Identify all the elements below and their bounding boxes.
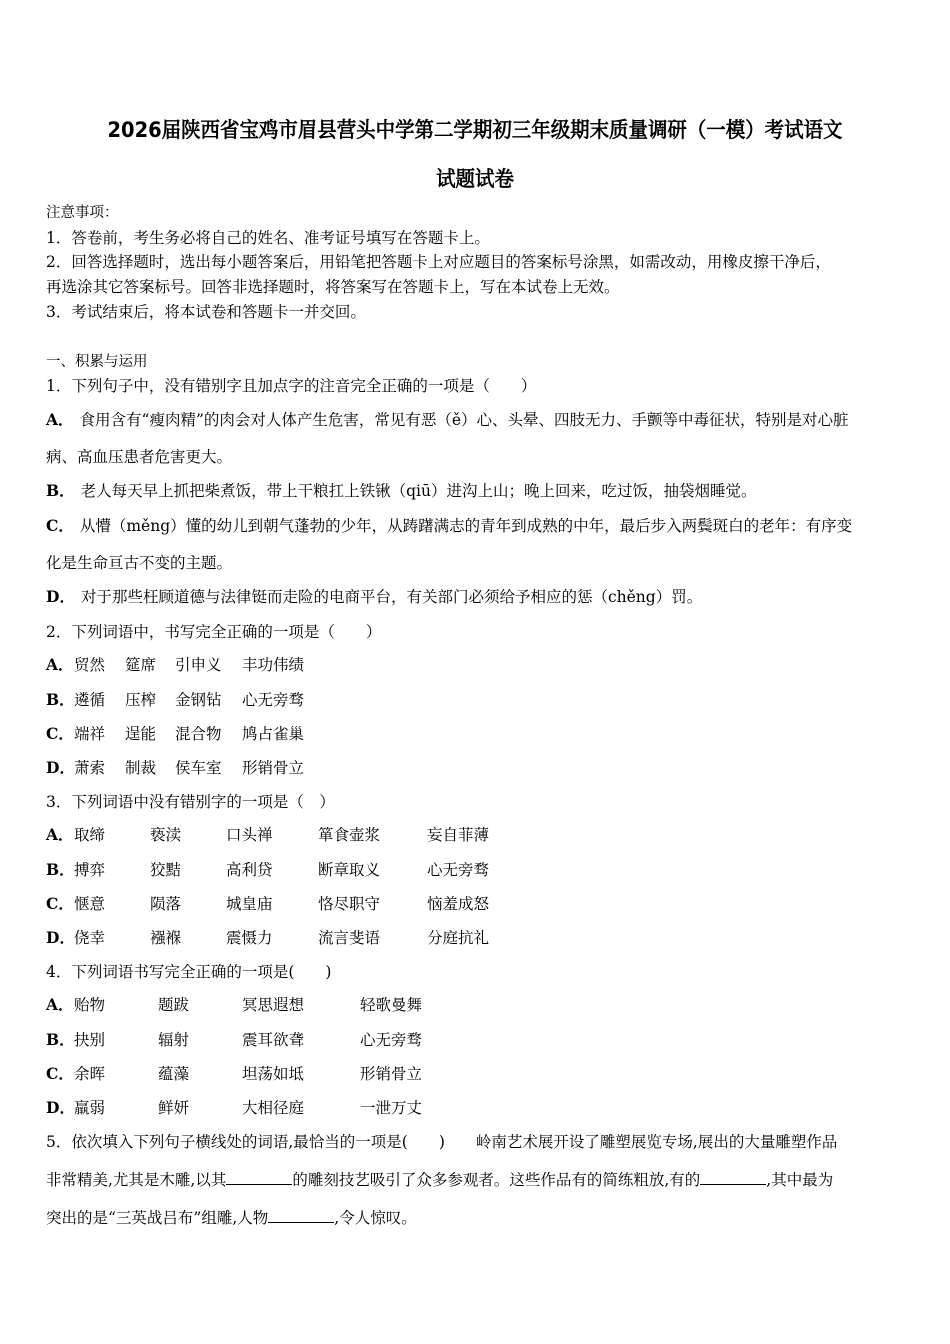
q4-word: 形销骨立 bbox=[360, 1065, 423, 1083]
q3-word: 襁褓 bbox=[150, 929, 182, 947]
q2-option-letter: B． bbox=[46, 690, 75, 709]
q4-word: 羸弱 bbox=[74, 1099, 106, 1117]
q2-word: 心无旁骛 bbox=[242, 691, 305, 709]
q4-word: 一泄万丈 bbox=[360, 1099, 423, 1117]
q3-word: 高利贷 bbox=[226, 861, 273, 879]
q1-option-a-line2: 病、高血压患者危害更大。 bbox=[46, 448, 233, 466]
q1-option-c-line2: 化是生命亘古不变的主题。 bbox=[46, 554, 233, 572]
q2-word: 混合物 bbox=[175, 725, 222, 743]
q2-word: 遴循 bbox=[74, 691, 106, 709]
q4-word: 大相径庭 bbox=[242, 1099, 305, 1117]
q1-option-d bbox=[46, 587, 702, 607]
q1-option-a-letter: A． bbox=[46, 410, 74, 429]
q3-word: 惬意 bbox=[74, 895, 106, 913]
q2-word: 制裁 bbox=[125, 759, 157, 777]
q2-word: 侯车室 bbox=[175, 759, 222, 777]
q2-word: 筵席 bbox=[125, 656, 157, 674]
q3-word: 亵渎 bbox=[150, 826, 182, 844]
q2-stem: 2．下列词语中，书写完全正确的一项是（ ） bbox=[46, 623, 382, 641]
exam-title-line2: 试题试卷 bbox=[436, 167, 514, 191]
q1-option-c-letter: C． bbox=[46, 516, 74, 535]
notice-item-2a: 2．回答选择题时，选出每小题答案后，用铅笔把答题卡上对应题目的答案标号涂黑，如需改动，用橡皮擦干净后， bbox=[46, 253, 831, 271]
q1-option-d-text: 对于那些枉顾道德与法律铤而走险的电商平台，有关部门必须给予相应的惩（chěng）罚。 bbox=[80, 588, 703, 606]
q4-word: 震耳欲聋 bbox=[242, 1031, 305, 1049]
q5-line2-part3: ,其中最为 bbox=[766, 1171, 834, 1189]
q3-word: 断章取义 bbox=[318, 861, 381, 879]
q4-word: 心无旁骛 bbox=[360, 1031, 423, 1049]
q2-word: 形销骨立 bbox=[242, 759, 305, 777]
q3-option-letter: C． bbox=[46, 894, 74, 913]
q2-option-letter: C． bbox=[46, 724, 74, 743]
q3-word: 搏弈 bbox=[74, 861, 106, 879]
q2-word: 鸠占雀巢 bbox=[242, 725, 305, 743]
q1-stem: 1．下列句子中，没有错别字且加点字的注音完全正确的一项是（ ） bbox=[46, 377, 537, 395]
q4-option-letter: D． bbox=[46, 1098, 75, 1117]
q2-word: 压榨 bbox=[125, 691, 157, 709]
q3-word: 侥幸 bbox=[74, 929, 106, 947]
q4-word: 余晖 bbox=[74, 1065, 106, 1083]
q4-word: 冥思遐想 bbox=[242, 996, 305, 1014]
q2-word: 萧索 bbox=[74, 759, 106, 777]
q4-stem: 4．下列词语书写完全正确的一项是( ) bbox=[46, 963, 332, 981]
section-heading: 一、积累与运用 bbox=[46, 354, 148, 370]
q3-word: 陨落 bbox=[150, 895, 182, 913]
notice-item-3: 3．考试结束后，将本试卷和答题卡一并交回。 bbox=[46, 303, 366, 321]
q5-line1: 5．依次填入下列句子横线处的词语,最恰当的一项是( ) 岭南艺术展开设了雕塑展览专场,展出的大量雕塑作品 bbox=[46, 1133, 838, 1151]
q2-word: 贸然 bbox=[74, 656, 106, 674]
q5-blank-3 bbox=[268, 1208, 334, 1223]
q2-word: 金钢钻 bbox=[175, 691, 222, 709]
q2-word: 丰功伟绩 bbox=[242, 656, 305, 674]
q1-option-c-line1 bbox=[46, 516, 852, 536]
q4-word: 坦荡如坻 bbox=[242, 1065, 305, 1083]
q3-word: 恼羞成怒 bbox=[427, 895, 490, 913]
q5-line2-part1: 非常精美,尤其是木雕,以其 bbox=[46, 1171, 227, 1189]
q3-stem: 3．下列词语中没有错别字的一项是（ ） bbox=[46, 793, 335, 811]
q3-word: 恪尽职守 bbox=[318, 895, 381, 913]
q4-word: 贻物 bbox=[74, 996, 106, 1014]
q3-word: 分庭抗礼 bbox=[427, 929, 490, 947]
q2-word: 逞能 bbox=[125, 725, 157, 743]
q2-option-letter: D． bbox=[46, 758, 75, 777]
q3-word: 妄自菲薄 bbox=[427, 826, 490, 844]
q3-word: 流言斐语 bbox=[318, 929, 381, 947]
q4-option-letter: C． bbox=[46, 1064, 74, 1083]
q1-option-b bbox=[46, 481, 756, 501]
q5-blank-2 bbox=[700, 1170, 766, 1185]
q3-word: 震慑力 bbox=[226, 929, 273, 947]
exam-title-line1: 2026届陕西省宝鸡市眉县营头中学第二学期初三年级期末质量调研（一模）考试语文 bbox=[107, 118, 843, 142]
q5-line3-part2: ,令人惊叹。 bbox=[334, 1209, 417, 1227]
q2-option-letter: A． bbox=[46, 655, 74, 674]
q4-option-letter: B． bbox=[46, 1030, 75, 1049]
q4-word: 鲜妍 bbox=[158, 1099, 190, 1117]
q4-word: 辐射 bbox=[158, 1031, 190, 1049]
q3-word: 箪食壶浆 bbox=[318, 826, 381, 844]
q1-option-d-letter: D． bbox=[46, 587, 75, 606]
q3-option-letter: D． bbox=[46, 928, 75, 947]
q1-option-a-line1 bbox=[46, 410, 849, 430]
notice-item-2b: 再选涂其它答案标号。回答非选择题时，将答案写在答题卡上，写在本试卷上无效。 bbox=[46, 278, 620, 296]
notice-heading: 注意事项： bbox=[46, 205, 119, 221]
q2-word: 端祥 bbox=[74, 725, 106, 743]
q5-line3 bbox=[46, 1208, 417, 1228]
q4-word: 抉别 bbox=[74, 1031, 106, 1049]
q3-word: 口头禅 bbox=[226, 826, 273, 844]
q3-option-letter: A． bbox=[46, 825, 74, 844]
q5-line2 bbox=[46, 1170, 833, 1190]
q1-option-b-letter: B． bbox=[46, 481, 75, 500]
q5-line3-part1: 突出的是“三英战吕布”组雕,人物 bbox=[46, 1209, 269, 1227]
q3-word: 狡黠 bbox=[150, 861, 182, 879]
q1-option-b-text: 老人每天早上抓把柴煮饭，带上干粮扛上铁锹（qiū）进沟上山；晚上回来，吃过饭，抽袋烟睡觉。 bbox=[80, 482, 757, 500]
q2-word: 引申义 bbox=[175, 656, 222, 674]
q5-line2-part2: 的雕刻技艺吸引了众多参观者。这些作品有的简练粗放,有的 bbox=[292, 1171, 701, 1189]
q5-blank-1 bbox=[226, 1170, 292, 1185]
q4-word: 轻歌曼舞 bbox=[360, 996, 423, 1014]
q3-word: 城皇庙 bbox=[226, 895, 273, 913]
q4-word: 蕴藻 bbox=[158, 1065, 190, 1083]
q4-option-letter: A． bbox=[46, 995, 74, 1014]
q3-word: 取缔 bbox=[74, 826, 106, 844]
q3-option-letter: B． bbox=[46, 860, 75, 879]
notice-item-1: 1．答卷前，考生务必将自己的姓名、准考证号填写在答题卡上。 bbox=[46, 229, 490, 247]
q1-option-a-text1: 食用含有“瘦肉精”的肉会对人体产生危害，常见有恶（ě）心、头晕、四肢无力、手颤等中毒征状，特别是对心脏 bbox=[79, 411, 849, 429]
q3-word: 心无旁骛 bbox=[427, 861, 490, 879]
q1-option-c-text1: 从懵（měng）懂的幼儿到朝气蓬勃的少年，从踌躇满志的青年到成熟的中年，最后步入两鬓斑白的老年：有序变 bbox=[79, 517, 853, 535]
q4-word: 题跋 bbox=[158, 996, 190, 1014]
